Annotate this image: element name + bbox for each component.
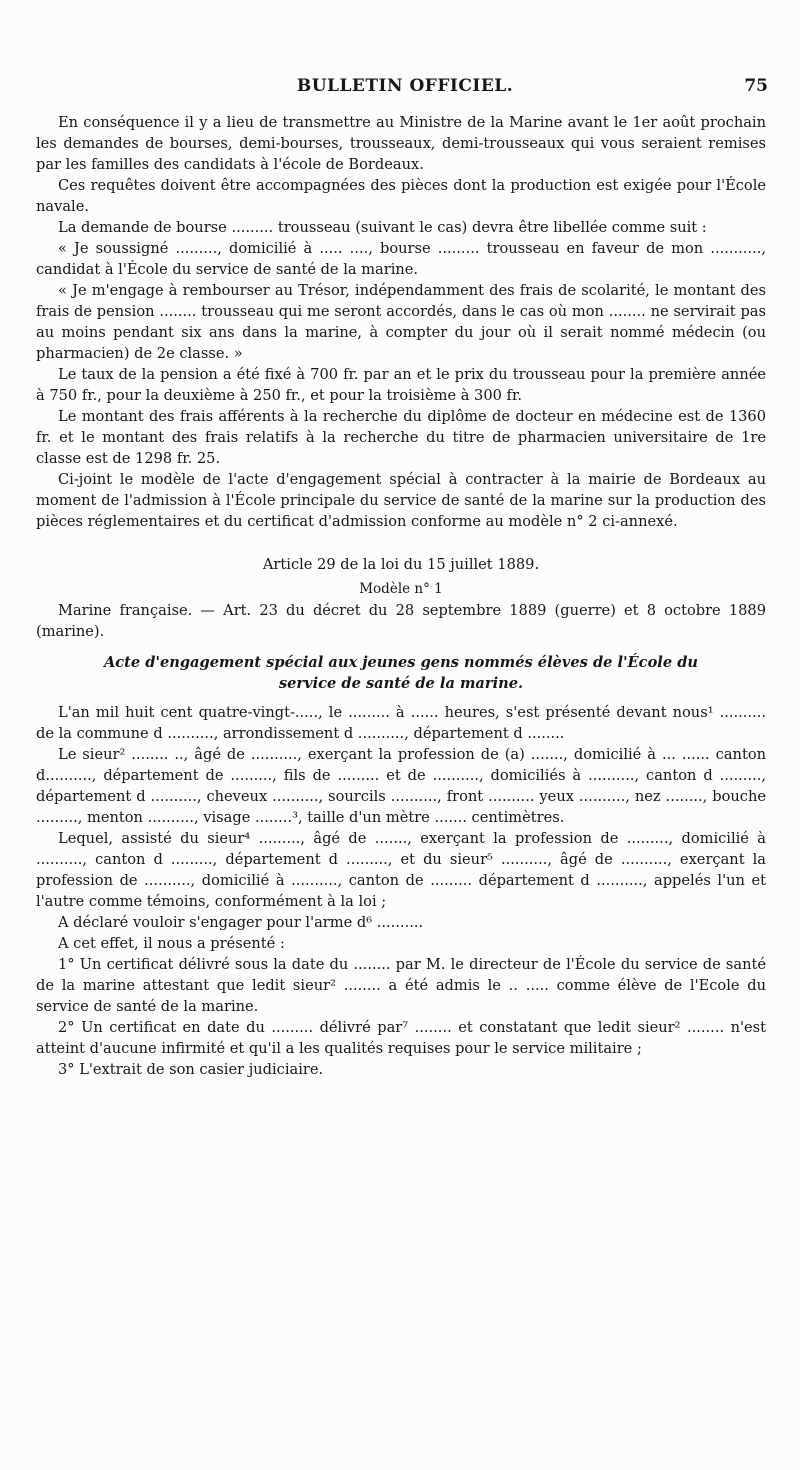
spacer [36, 532, 766, 554]
article-title: Article 29 de la loi du 15 juillet 1889. [262, 556, 540, 573]
act-paragraph: 1° Un certificat délivré sous la date du ........ par M. le directeur de l'École du service de santé de la marine attestant que ledit sieur² ........ a été admis le .. ..... comme élève de l'Ecole du service de santé de la marine. [36, 956, 766, 1015]
act-paragraph: Le sieur² ........ .., âgé de .........., exerçant la profession de (a) ......., domicilié à ... ...... canton d.........., département de ........., fils de ......... et de .........., domiciliés à .........., canton d ........., département d .........., cheveux .........., sourcils .........., front .......... yeux .........., nez ........, bouche ........., menton .........., visage ........³, taille d'un mètre ....... centimètres. [36, 746, 766, 826]
page-number: 75 [744, 76, 768, 96]
page-body [36, 112, 766, 1080]
act-paragraph: 3° L'extrait de son casier judiciaire. [58, 1061, 324, 1078]
act-paragraph: A cet effet, il nous a présenté : [58, 935, 285, 952]
decree-line: Marine française. — Art. 23 du décret du 28 septembre 1889 (guerre) et 8 octobre 1889 (marine). [36, 602, 766, 640]
paragraph: « Je m'engage à rembourser au Trésor, indépendamment des frais de scolarité, le montant des frais de pension ........ trousseau qui me seront accordés, dans le cas où mon ........ ne servirait pas au moins pendant six ans dans la marine, à compter du jour où il serait nommé médecin (ou pharmacien) de 2e classe. » [36, 282, 766, 362]
act-paragraph: A déclaré vouloir s'engager pour l'arme d⁶ .......... [58, 914, 424, 931]
act-paragraph: 2° Un certificat en date du ......... délivré par⁷ ........ et constatant que ledit sieur² ........ n'est atteint d'aucune infirmité et qu'il a les qualités requises pour le service militaire ; [36, 1019, 766, 1057]
paragraph: « Je soussigné ........., domicilié à ..... ...., bourse ......... trousseau en faveur de mon ..........., candidat à l'École du service de santé de la marine. [36, 240, 766, 278]
act-paragraph: Lequel, assisté du sieur⁴ ........., âgé de ......., exerçant la profession de ........., domicilié à .........., canton d ........., département d ........., et du sieur⁵ .........., âgé de .........., exerçant la profession de .........., domicilié à .........., canton de ......... département d .........., appelés l'un et l'autre comme témoins, conformément à la loi ; [36, 830, 766, 910]
act-paragraph: L'an mil huit cent quatre-vingt-....., le ......... à ...... heures, s'est présenté devant nous¹ .......... de la commune d .........., arrondissement d .........., département d ........ [36, 704, 766, 742]
paragraph: La demande de bourse ......... trousseau (suivant le cas) devra être libellée comme suit : [58, 219, 707, 236]
running-title: BULLETIN OFFICIEL. [296, 76, 514, 96]
model-label: Modèle n° 1 [359, 581, 443, 597]
page-header [40, 76, 770, 106]
paragraph: Le taux de la pension a été fixé à 700 fr. par an et le prix du trousseau pour la première année à 750 fr., pour la deuxième à 250 fr., et pour la troisième à 300 fr. [36, 366, 766, 404]
paragraph: Ces requêtes doivent être accompagnées des pièces dont la production est exigée pour l'École navale. [36, 177, 766, 215]
spacer [36, 694, 766, 702]
paragraph: En conséquence il y a lieu de transmettre au Ministre de la Marine avant le 1er août prochain les demandes de bourses, demi-bourses, trousseaux, demi-trousseaux qui vous seraient remises par les familles des candidats à l'école de Bordeaux. [36, 114, 766, 173]
paragraph: Ci-joint le modèle de l'acte d'engagement spécial à contracter à la mairie de Bordeaux au moment de l'admission à l'École principale du service de santé de la marine sur la production des pièces réglementaires et du certificat d'admission conforme au modèle n° 2 ci-annexé. [36, 471, 766, 530]
paragraph: Le montant des frais afférents à la recherche du diplôme de docteur en médecine est de 1360 fr. et le montant des frais relatifs à la recherche du titre de pharmacien universitaire de 1re classe est de 1298 fr. 25. [36, 408, 766, 467]
act-title: Acte d'engagement spécial aux jeunes gens nommés élèves de l'École du service de santé de la marine. [103, 654, 699, 692]
